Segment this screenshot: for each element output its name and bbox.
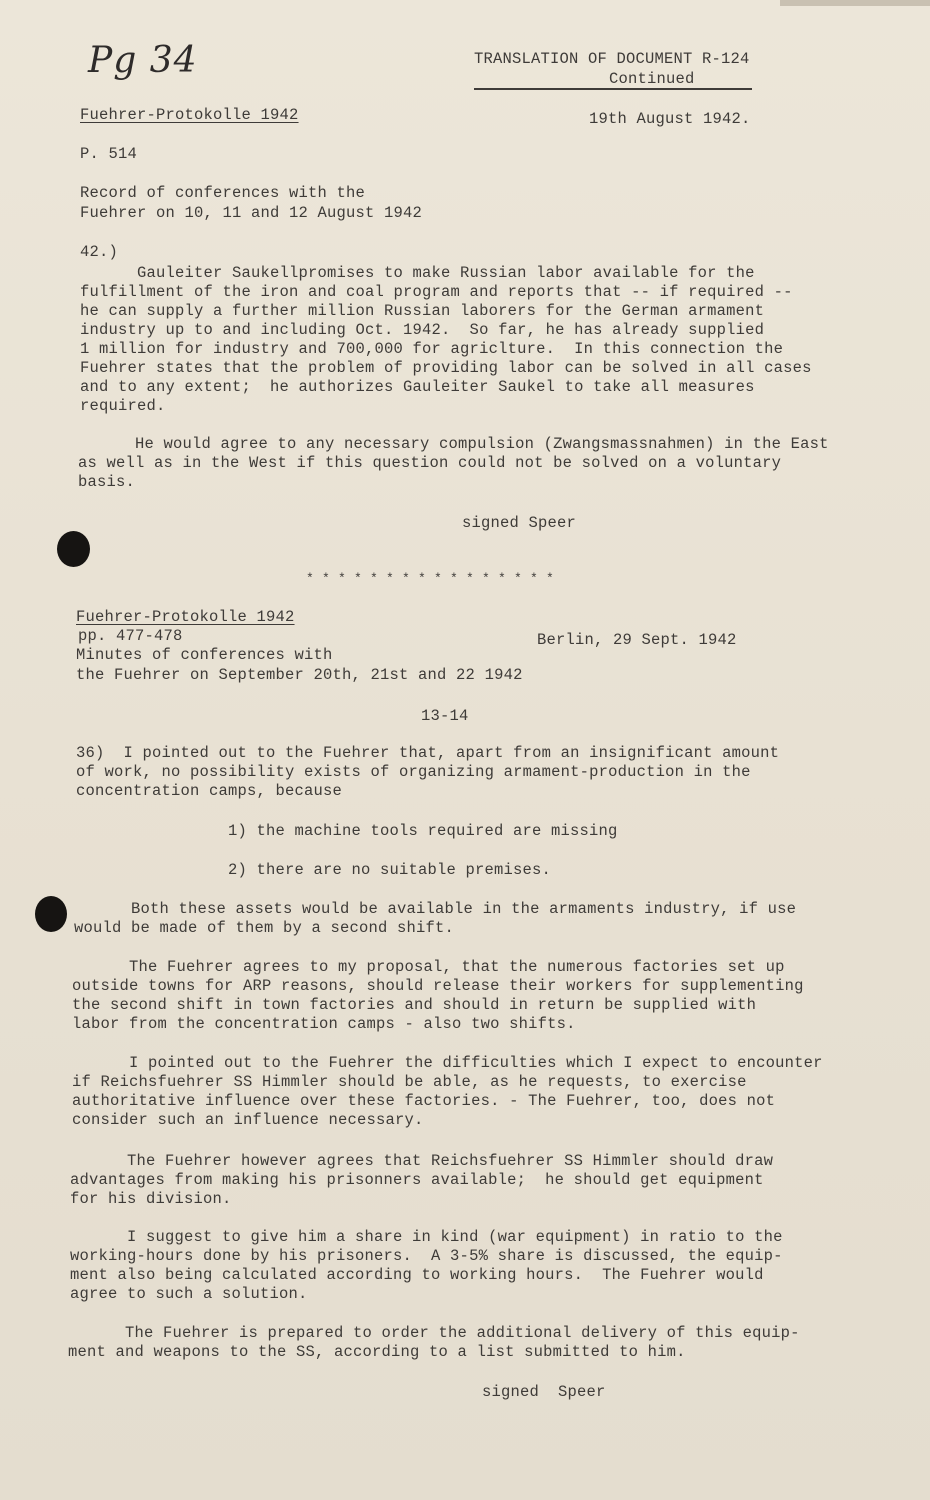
section1-date: 19th August 1942. <box>589 110 751 128</box>
section2-paragraph5 <box>70 1152 773 1209</box>
punch-hole-bottom <box>35 896 67 932</box>
text-line: ment and weapons to the SS, according to a list submitted to him. <box>68 1343 686 1361</box>
text-line: working-hours done by his prisoners. A 3-5% share is discussed, the equip- <box>70 1247 783 1265</box>
text-line: 1 million for industry and 700,000 for agriclture. In this connection the <box>80 340 784 358</box>
text-line: he can supply a further million Russian laborers for the German armament <box>80 302 765 320</box>
list-item-1: 1) the machine tools required are missing <box>228 822 618 840</box>
text-line: required. <box>80 397 166 415</box>
text-line: He would agree to any necessary compulsion (Zwangsmassnahmen) in the East <box>78 435 829 453</box>
header-title: TRANSLATION OF DOCUMENT R-124 <box>474 50 750 68</box>
text-line: fulfillment of the iron and coal program and reports that -- if required -- <box>80 283 793 301</box>
section2-paragraph2 <box>74 900 796 938</box>
text-line: concentration camps, because <box>76 782 343 800</box>
text-line: if Reichsfuehrer SS Himmler should be able, as he requests, to exercise <box>72 1073 747 1091</box>
text-line: as well as in the West if this question could not be solved on a voluntary <box>78 454 782 472</box>
text-line: Both these assets would be available in the armaments industry, if use <box>74 900 797 918</box>
section2-pages: pp. 477-478 <box>78 627 183 645</box>
section2-location-date: Berlin, 29 Sept. 1942 <box>537 631 737 649</box>
text-line: I pointed out to the Fuehrer the difficulties which I expect to encounter <box>72 1054 823 1072</box>
section1-signature: signed Speer <box>462 514 577 532</box>
text-line: Gauleiter Saukellpromises to make Russian labor available for the <box>80 264 755 282</box>
text-line: The Fuehrer agrees to my proposal, that the numerous factories set up <box>72 958 785 976</box>
header-continued: Continued <box>609 70 695 88</box>
section1-record-line2: Fuehrer on 10, 11 and 12 August 1942 <box>80 204 423 222</box>
text-line: advantages from making his prisonners available; he should get equipment <box>70 1171 764 1189</box>
text-line: 36) I pointed out to the Fuehrer that, apart from an insignificant amount <box>76 744 780 762</box>
text-line: Fuehrer states that the problem of providing labor can be solved in all cases <box>80 359 812 377</box>
header-rule <box>474 88 752 90</box>
section2-minutes-line2: the Fuehrer on September 20th, 21st and 22 1942 <box>76 666 523 684</box>
section1-item-number: 42.) <box>80 243 119 261</box>
text-line: of work, no possibility exists of organizing armament-production in the <box>76 763 751 781</box>
text-line: ment also being calculated according to working hours. The Fuehrer would <box>70 1266 764 1284</box>
page-corner-shadow <box>780 0 930 6</box>
text-line: labor from the concentration camps - also two shifts. <box>72 1015 576 1033</box>
text-line: agree to such a solution. <box>70 1285 308 1303</box>
text-line: authoritative influence over these factories. - The Fuehrer, too, does not <box>72 1092 776 1110</box>
text-line: I suggest to give him a share in kind (war equipment) in ratio to the <box>70 1228 783 1246</box>
section1-page-ref: P. 514 <box>80 145 138 163</box>
handwritten-page-note: Pg 34 <box>88 40 198 81</box>
text-line: outside towns for ARP reasons, should release their workers for supplementing <box>72 977 804 995</box>
list-item-2: 2) there are no suitable premises. <box>228 861 552 879</box>
text-line: for his division. <box>70 1190 232 1208</box>
section1-source: Fuehrer-Protokolle 1942 <box>80 106 299 124</box>
text-line: and to any extent; he authorizes Gauleiter Saukel to take all measures <box>80 378 755 396</box>
section2-paragraph3 <box>72 958 804 1034</box>
section2-paragraph6 <box>70 1228 783 1304</box>
section2-paragraph7 <box>68 1324 800 1362</box>
text-line: basis. <box>78 473 136 491</box>
section2-source: Fuehrer-Protokolle 1942 <box>76 608 295 626</box>
text-line: The Fuehrer is prepared to order the additional delivery of this equip- <box>68 1324 800 1342</box>
section1-record-line1: Record of conferences with the <box>80 184 366 202</box>
section2-paragraph1 <box>76 744 779 801</box>
punch-hole-top <box>57 531 90 567</box>
section-separator: * * * * * * * * * * * * * * * * <box>306 571 555 586</box>
text-line: the second shift in town factories and should in return be supplied with <box>72 996 757 1014</box>
section2-page-range: 13-14 <box>421 707 469 725</box>
section1-paragraph1 <box>80 264 812 416</box>
section2-paragraph4 <box>72 1054 823 1130</box>
text-line: consider such an influence necessary. <box>72 1111 424 1129</box>
section1-paragraph2 <box>78 435 829 492</box>
text-line: would be made of them by a second shift. <box>74 919 455 937</box>
text-line: The Fuehrer however agrees that Reichsfuehrer SS Himmler should draw <box>70 1152 774 1170</box>
section2-minutes-line1: Minutes of conferences with <box>76 646 333 664</box>
section2-signature: signed Speer <box>482 1383 606 1401</box>
text-line: industry up to and including Oct. 1942. So far, he has already supplied <box>80 321 765 339</box>
